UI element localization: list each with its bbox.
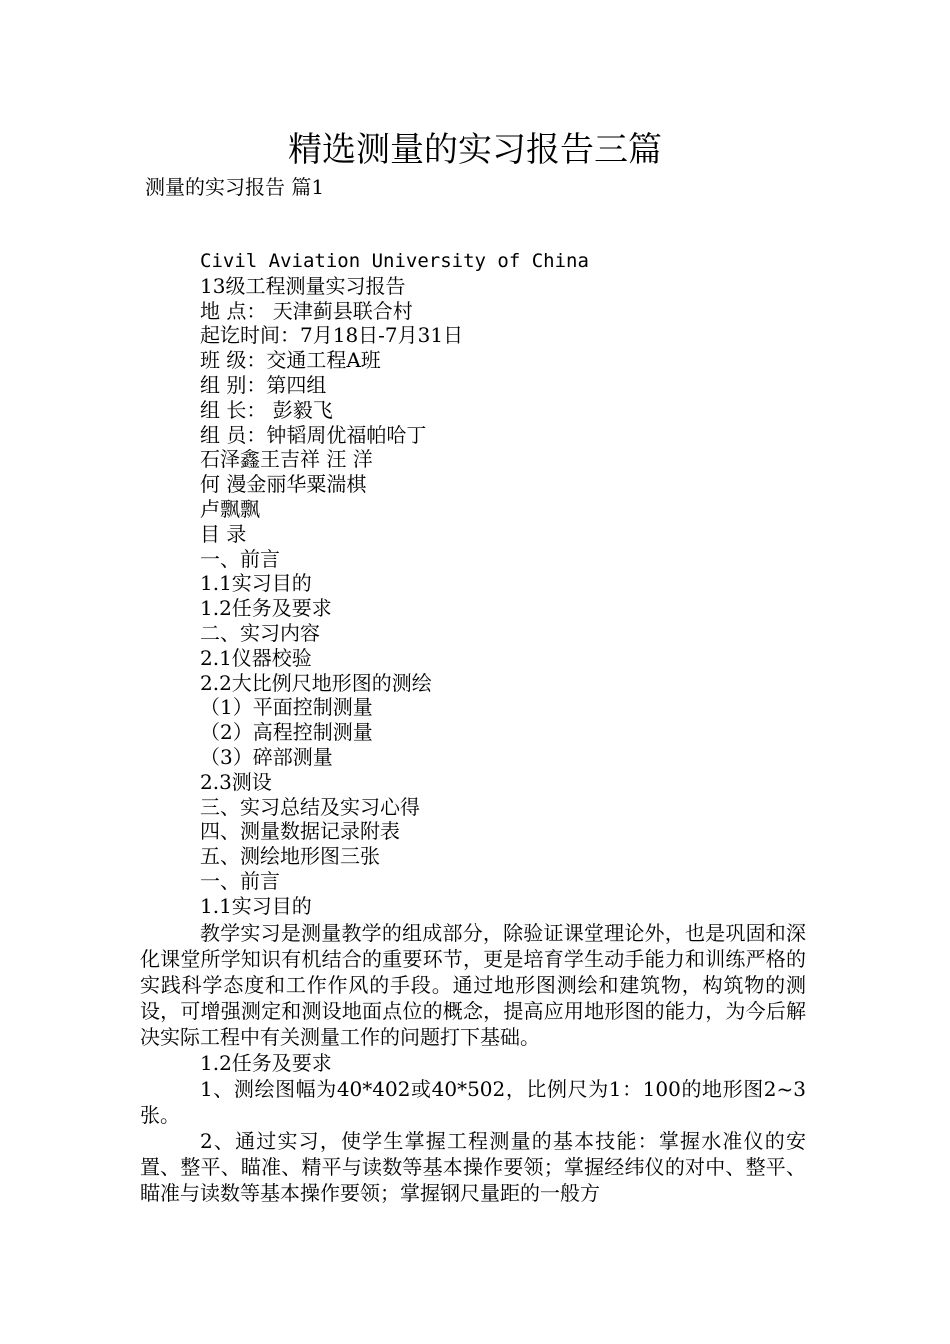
members-line: 组 员：钟韬周优福帕哈丁	[200, 422, 427, 447]
class-line: 班 级：交通工程A班	[200, 348, 381, 373]
cover-and-contents	[200, 249, 820, 919]
leader-line: 组 长： 彭毅飞	[200, 397, 333, 422]
report-title: 13级工程测量实习报告	[200, 273, 406, 298]
paragraph: 1、测绘图幅为40*402或40*502，比例尺为1：100的地形图2~3张。	[140, 1077, 806, 1127]
members-line: 卢飘飘	[200, 496, 260, 521]
toc-item: 三、实习总结及实习心得	[200, 794, 420, 819]
toc-item: 四、测量数据记录附表	[200, 819, 400, 844]
subsection-heading: 1.2任务及要求	[200, 1051, 332, 1075]
subsection-heading: 1.1实习目的	[200, 893, 312, 918]
section-heading: 一、前言	[200, 868, 280, 893]
toc-item: 1.1实习目的	[200, 571, 312, 596]
body-text	[140, 920, 806, 1206]
university-name: Civil Aviation University of China	[200, 250, 589, 272]
members-line: 何 漫金丽华粟湍棋	[200, 472, 367, 497]
paragraph: 2、通过实习，使学生掌握工程测量的基本技能：掌握水准仪的安置、整平、瞄准、精平与读数等基本操作要领；掌握经纬仪的对中、整平、瞄准与读数等基本操作要领；掌握钢尺量距的一般方	[140, 1129, 806, 1205]
document-title: 精选测量的实习报告三篇	[288, 130, 662, 170]
toc-item: （1）平面控制测量	[200, 695, 373, 720]
location-line: 地 点： 天津蓟县联合村	[200, 298, 413, 323]
paragraph: 教学实习是测量教学的组成部分，除验证课堂理论外，也是巩固和深化课堂所学知识有机结合的重要环节，更是培育学生动手能力和训练严格的实践科学态度和工作作风的手段。通过地形图测绘和建筑物，构筑物的测设，可增强测定和测设地面点位的概念，提高应用地形图的能力，为今后解决实际工程中有关测量工作的问题打下基础。	[140, 921, 806, 1049]
toc-item: 2.1仪器校验	[200, 645, 312, 670]
toc-item: 五、测绘地形图三张	[200, 844, 380, 869]
toc-item: （2）高程控制测量	[200, 720, 373, 745]
toc-item: 一、前言	[200, 546, 280, 571]
group-line: 组 别：第四组	[200, 372, 327, 397]
toc-item: 1.2任务及要求	[200, 596, 332, 621]
contents-heading: 目 录	[200, 521, 247, 546]
period-line: 起讫时间：7月18日-7月31日	[200, 323, 464, 348]
toc-item: 二、实习内容	[200, 620, 320, 645]
members-line: 石泽鑫王吉祥 汪 洋	[200, 447, 373, 472]
section-subtitle: 测量的实习报告 篇1	[145, 175, 325, 199]
toc-item: （3）碎部测量	[200, 744, 333, 769]
toc-item: 2.3测设	[200, 769, 272, 794]
toc-item: 2.2大比例尺地形图的测绘	[200, 670, 432, 695]
